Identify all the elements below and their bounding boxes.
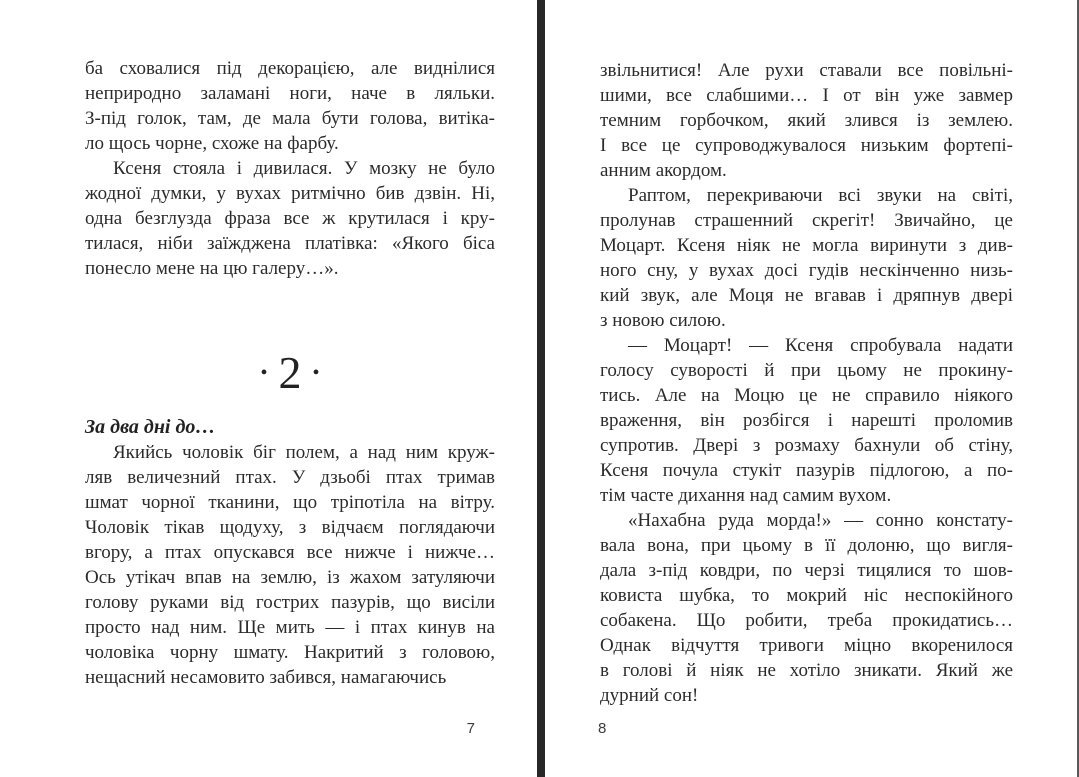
right-page-number: 8: [598, 720, 607, 737]
text-line: голосу суворості й при цьому не прокину-: [600, 360, 1013, 381]
text-line: З-під голок, там, де мала бути голова, витіка-: [85, 108, 495, 129]
text-line: вгору, а птах опускався все нижче і нижче…: [85, 542, 495, 563]
text-line: Якийсь чоловік біг полем, а над ним круж-: [113, 442, 495, 463]
chapter-number: 2: [278, 347, 302, 398]
text-line: «Нахабна руда морда!» — сонно констату-: [628, 510, 1013, 531]
paragraph: [600, 333, 1013, 508]
bullet-ornament: •: [260, 362, 268, 384]
text-line: шмат чорної тканини, що тріпотіла на вітру.: [85, 492, 495, 513]
chapter-heading: [85, 347, 495, 399]
text-line: І все це супроводжувалося низьким фортепі-: [600, 135, 1013, 156]
text-line: Раптом, перекриваючи всі звуки на світі,: [628, 185, 1013, 206]
bullet-ornament: •: [312, 362, 320, 384]
text-line: з новою силою.: [600, 310, 726, 331]
text-line: неприродно заламані ноги, наче в ляльки.: [85, 83, 495, 104]
text-line: Чоловік тікав щодуху, з відчаєм поглядаючи: [85, 517, 495, 538]
text-line: тись. Але на Моцю це не справило ніякого: [600, 385, 1013, 406]
text-line: дала з-під ковдри, по черзі тицялися то шов-: [600, 560, 1013, 581]
paragraph: [85, 56, 495, 156]
left-page-text-block: [85, 56, 495, 690]
text-line: темним горбочком, який злився із землею.: [600, 110, 1013, 131]
text-line: Ксеня почула стукіт пазурів підлогою, а по-: [600, 460, 1013, 481]
text-line: ляв величезний птах. У дзьобі птах тримав: [85, 467, 495, 488]
text-line: кий звук, але Моця не вгавав і дряпнув двері: [600, 285, 1013, 306]
text-line: одна безглузда фраза все ж крутилася і кру-: [85, 208, 495, 229]
text-line: Моцарт. Ксеня ніяк не могла виринути з див-: [600, 235, 1013, 256]
paragraph: [600, 183, 1013, 333]
paragraph: [600, 58, 1013, 183]
section-heading: За два дні до…: [85, 416, 216, 438]
text-line: Ось утікач впав на землю, із жахом затуляючи: [85, 567, 495, 588]
text-line: жодної думки, у вухах ритмічно бив дзвін. Ні,: [85, 183, 495, 204]
text-line: тилася, ніби заїжджена платівка: «Якого біса: [85, 233, 495, 254]
paragraph: [600, 508, 1013, 708]
text-line: ковиста шубка, то мокрий ніс неспокійного: [600, 585, 1013, 606]
text-line: пролунав страшенний скрегіт! Звичайно, це: [600, 210, 1013, 231]
text-line: вала вона, при цьому в її долоню, що вигля-: [600, 535, 1013, 556]
left-page-number: 7: [466, 720, 475, 737]
paragraph: [85, 156, 495, 281]
text-line: голову руками від гострих пазурів, що висіли: [85, 592, 495, 613]
text-line: враження, він розбігся і нарешті проломив: [600, 410, 1013, 431]
right-page-text-block: [600, 58, 1013, 708]
text-line: — Моцарт! — Ксеня спробувала надати: [628, 335, 1013, 356]
text-line: ба сховалися під декорацією, але виднілися: [85, 58, 495, 79]
text-line: чоловіка чорну шмату. Накритий з головою,: [85, 642, 495, 663]
text-line: ного сну, у вухах досі гудів нескінченно низь-: [600, 260, 1013, 281]
text-line: в голові й ніяк не хотіло зникати. Який же: [600, 660, 1013, 681]
text-line: дурний сон!: [600, 685, 699, 706]
text-line: анним акордом.: [600, 160, 727, 181]
text-line: собакена. Що робити, треба прокидатись…: [600, 610, 1013, 631]
text-line: просто над ним. Ще мить — і птах кинув на: [85, 617, 495, 638]
text-line: нещасний несамовито забився, намагаючись: [85, 667, 447, 688]
text-line: понесло мене на цю галеру…».: [85, 258, 339, 279]
book-spine-divider: [537, 0, 545, 777]
text-line: Однак відчуття тривоги міцно вкоренилося: [600, 635, 1013, 656]
paragraph: [85, 440, 495, 690]
text-line: шими, все слабшими… І от він уже завмер: [600, 85, 1013, 106]
text-line: звільнитися! Але рухи ставали все повільні-: [600, 60, 1013, 81]
text-line: ло щось чорне, схоже на фарбу.: [85, 133, 339, 154]
text-line: Ксеня стояла і дивилася. У мозку не було: [113, 158, 495, 179]
text-line: тім часте дихання над самим вухом.: [600, 485, 892, 506]
text-line: супротив. Двері з розмаху бахнули об стіну,: [600, 435, 1013, 456]
